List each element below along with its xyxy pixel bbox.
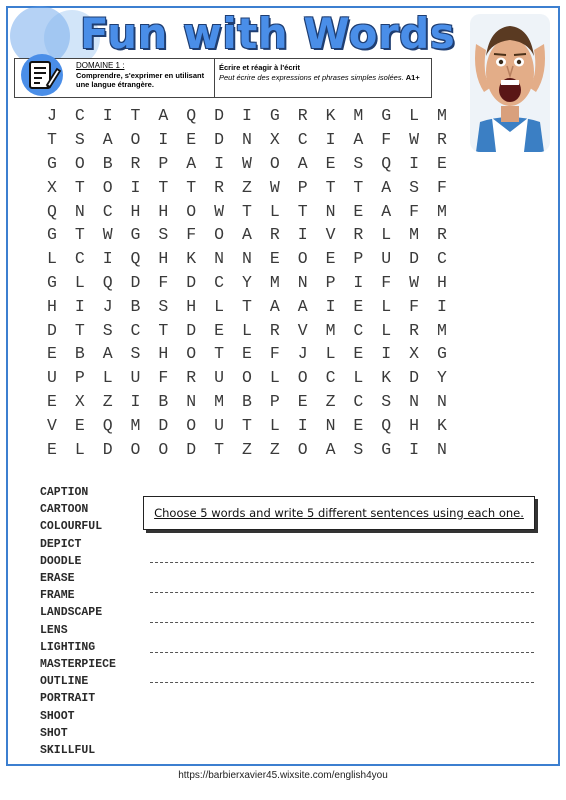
grid-letter: N bbox=[409, 391, 420, 411]
grid-letter: T bbox=[130, 106, 141, 126]
grid-letter: R bbox=[269, 320, 280, 340]
grid-letter: A bbox=[158, 106, 169, 126]
grid-letter: T bbox=[241, 415, 252, 435]
grid-row bbox=[38, 342, 456, 366]
grid-letter: T bbox=[74, 320, 85, 340]
grid-letter: N bbox=[325, 415, 336, 435]
grid-letter: F bbox=[409, 201, 420, 221]
grid-letter: V bbox=[46, 415, 57, 435]
grid-letter: T bbox=[241, 201, 252, 221]
word-list-item: DEPICT bbox=[40, 537, 82, 551]
grid-letter: I bbox=[214, 153, 225, 173]
grid-letter: T bbox=[353, 177, 364, 197]
grid-letter: C bbox=[102, 201, 113, 221]
grid-letter: H bbox=[158, 249, 169, 269]
grid-letter: O bbox=[186, 201, 197, 221]
grid-letter: R bbox=[437, 130, 447, 150]
grid-letter: X bbox=[74, 391, 85, 411]
skill-level: A1+ bbox=[405, 73, 420, 82]
grid-letter: F bbox=[158, 272, 169, 292]
grid-letter: D bbox=[158, 415, 169, 435]
grid-letter: I bbox=[325, 296, 336, 316]
grid-letter: E bbox=[353, 296, 364, 316]
grid-letter: I bbox=[353, 272, 364, 292]
grid-letter: E bbox=[74, 415, 85, 435]
grid-letter: E bbox=[214, 320, 225, 340]
notebook-pencil-icon bbox=[17, 53, 67, 97]
grid-letter: S bbox=[353, 439, 364, 459]
word-list-item: FRAME bbox=[40, 589, 75, 603]
grid-letter: O bbox=[102, 177, 113, 197]
grid-letter: Z bbox=[241, 177, 252, 197]
grid-letter: O bbox=[297, 249, 308, 269]
grid-row bbox=[38, 413, 456, 437]
grid-letter: B bbox=[241, 391, 252, 411]
grid-letter: N bbox=[241, 249, 252, 269]
grid-letter: P bbox=[74, 368, 85, 388]
instruction-box bbox=[143, 496, 535, 530]
writing-line bbox=[150, 592, 534, 593]
grid-letter: L bbox=[269, 201, 280, 221]
grid-letter: T bbox=[46, 130, 57, 150]
grid-letter: M bbox=[325, 320, 336, 340]
grid-letter: L bbox=[74, 439, 85, 459]
grid-letter: P bbox=[269, 391, 280, 411]
grid-letter: Q bbox=[381, 415, 392, 435]
grid-letter: N bbox=[437, 439, 447, 459]
grid-letter: E bbox=[437, 153, 447, 173]
grid-letter: L bbox=[269, 368, 280, 388]
grid-row bbox=[38, 437, 456, 461]
grid-letter: A bbox=[325, 439, 336, 459]
grid-letter: M bbox=[214, 391, 225, 411]
grid-letter: D bbox=[186, 439, 197, 459]
grid-row bbox=[38, 366, 456, 390]
grid-letter: D bbox=[214, 106, 225, 126]
grid-letter: A bbox=[297, 153, 308, 173]
word-list-item: SHOT bbox=[40, 726, 68, 740]
grid-letter: A bbox=[269, 296, 280, 316]
grid-letter: K bbox=[381, 368, 392, 388]
grid-letter: Q bbox=[186, 106, 197, 126]
grid-letter: E bbox=[269, 249, 280, 269]
word-list-item: DOODLE bbox=[40, 554, 82, 568]
grid-row bbox=[38, 294, 456, 318]
word-list-item: LIGHTING bbox=[40, 640, 96, 654]
grid-letter: I bbox=[409, 439, 420, 459]
grid-letter: G bbox=[46, 225, 57, 245]
grid-row bbox=[38, 175, 456, 199]
curriculum-header bbox=[14, 58, 432, 98]
grid-letter: T bbox=[325, 177, 336, 197]
grid-letter: W bbox=[102, 225, 113, 245]
grid-letter: A bbox=[102, 130, 113, 150]
grid-letter: T bbox=[158, 177, 169, 197]
grid-letter: Z bbox=[269, 439, 280, 459]
grid-letter: O bbox=[130, 439, 141, 459]
grid-letter: G bbox=[381, 106, 392, 126]
grid-row bbox=[38, 104, 456, 128]
skill-section bbox=[219, 63, 431, 97]
grid-letter: N bbox=[74, 201, 85, 221]
grid-letter: R bbox=[353, 225, 364, 245]
word-list bbox=[40, 484, 150, 759]
grid-letter: E bbox=[46, 391, 57, 411]
grid-letter: E bbox=[46, 439, 57, 459]
grid-letter: C bbox=[214, 272, 225, 292]
grid-letter: I bbox=[158, 130, 169, 150]
grid-letter: B bbox=[130, 296, 141, 316]
grid-letter: C bbox=[297, 130, 308, 150]
grid-letter: L bbox=[241, 320, 252, 340]
grid-letter: R bbox=[214, 177, 225, 197]
grid-letter: I bbox=[102, 106, 113, 126]
grid-letter: H bbox=[158, 344, 169, 364]
grid-letter: C bbox=[353, 320, 364, 340]
grid-letter: L bbox=[381, 320, 392, 340]
grid-letter: H bbox=[186, 296, 197, 316]
grid-letter: E bbox=[353, 415, 364, 435]
grid-letter: X bbox=[46, 177, 57, 197]
word-list-item: PORTRAIT bbox=[40, 692, 96, 706]
grid-letter: A bbox=[297, 296, 308, 316]
grid-row bbox=[38, 271, 456, 295]
instruction-text: Choose 5 words and write 5 different sentences using each one. bbox=[154, 506, 524, 520]
grid-letter: I bbox=[297, 415, 308, 435]
grid-letter: C bbox=[437, 249, 447, 269]
grid-letter: Y bbox=[241, 272, 252, 292]
grid-letter: L bbox=[325, 344, 336, 364]
grid-letter: R bbox=[186, 368, 197, 388]
grid-letter: B bbox=[74, 344, 85, 364]
grid-letter: H bbox=[158, 201, 169, 221]
grid-letter: S bbox=[130, 344, 141, 364]
grid-letter: E bbox=[297, 391, 308, 411]
grid-letter: S bbox=[353, 153, 364, 173]
grid-letter: J bbox=[102, 296, 113, 316]
grid-row bbox=[38, 247, 456, 271]
grid-letter: C bbox=[74, 106, 85, 126]
grid-letter: J bbox=[46, 106, 57, 126]
grid-letter: L bbox=[381, 225, 392, 245]
grid-letter: T bbox=[74, 225, 85, 245]
grid-letter: R bbox=[437, 225, 447, 245]
grid-letter: X bbox=[269, 130, 280, 150]
grid-letter: N bbox=[186, 391, 197, 411]
domain-description: Comprendre, s'exprimer en utilisant une langue étrangère. bbox=[76, 71, 205, 89]
word-list-item: CAPTION bbox=[40, 486, 89, 499]
grid-letter: O bbox=[214, 225, 225, 245]
grid-letter: I bbox=[130, 177, 141, 197]
grid-letter: I bbox=[241, 106, 252, 126]
grid-letter: F bbox=[409, 296, 420, 316]
grid-letter: A bbox=[186, 153, 197, 173]
grid-letter: E bbox=[46, 344, 57, 364]
grid-letter: I bbox=[74, 296, 85, 316]
word-list-item: LANDSCAPE bbox=[40, 606, 103, 620]
grid-letter: I bbox=[297, 225, 308, 245]
grid-letter: D bbox=[409, 249, 420, 269]
grid-letter: L bbox=[381, 296, 392, 316]
grid-letter: D bbox=[102, 439, 113, 459]
grid-letter: J bbox=[297, 344, 308, 364]
grid-row bbox=[38, 390, 456, 414]
grid-letter: O bbox=[186, 344, 197, 364]
grid-letter: S bbox=[74, 130, 85, 150]
grid-letter: Q bbox=[102, 415, 113, 435]
grid-letter: D bbox=[214, 130, 225, 150]
grid-letter: M bbox=[269, 272, 280, 292]
grid-letter: T bbox=[74, 177, 85, 197]
grid-letter: P bbox=[353, 249, 364, 269]
grid-letter: W bbox=[241, 153, 252, 173]
grid-letter: W bbox=[409, 130, 420, 150]
word-list-item: MASTERPIECE bbox=[40, 658, 116, 672]
grid-letter: E bbox=[186, 130, 197, 150]
grid-letter: P bbox=[297, 177, 308, 197]
grid-letter: N bbox=[325, 201, 336, 221]
grid-letter: V bbox=[297, 320, 308, 340]
grid-letter: G bbox=[46, 153, 57, 173]
grid-letter: F bbox=[158, 368, 169, 388]
grid-letter: A bbox=[241, 225, 252, 245]
grid-letter: G bbox=[381, 439, 392, 459]
grid-letter: D bbox=[46, 320, 57, 340]
grid-letter: Z bbox=[325, 391, 336, 411]
grid-letter: T bbox=[214, 439, 225, 459]
grid-letter: V bbox=[325, 225, 336, 245]
grid-letter: M bbox=[409, 225, 420, 245]
grid-letter: I bbox=[409, 153, 420, 173]
grid-letter: S bbox=[158, 296, 169, 316]
writing-line bbox=[150, 562, 534, 563]
grid-letter: Q bbox=[46, 201, 57, 221]
screaming-man-photo bbox=[470, 14, 550, 152]
word-search-grid bbox=[38, 104, 456, 462]
word-list-item: SKILLFUL bbox=[40, 744, 96, 758]
grid-letter: G bbox=[437, 344, 447, 364]
grid-letter: G bbox=[269, 106, 280, 126]
writing-line bbox=[150, 622, 534, 623]
grid-letter: O bbox=[186, 415, 197, 435]
grid-letter: C bbox=[74, 249, 85, 269]
grid-letter: O bbox=[297, 368, 308, 388]
word-list-item: SHOOT bbox=[40, 709, 75, 723]
grid-letter: D bbox=[130, 272, 141, 292]
grid-letter: R bbox=[297, 106, 308, 126]
grid-letter: O bbox=[297, 439, 308, 459]
grid-letter: K bbox=[186, 249, 197, 269]
grid-letter: G bbox=[46, 272, 57, 292]
grid-letter: F bbox=[269, 344, 280, 364]
grid-letter: I bbox=[325, 130, 336, 150]
grid-letter: U bbox=[46, 368, 57, 388]
grid-letter: O bbox=[158, 439, 169, 459]
grid-letter: Q bbox=[102, 272, 113, 292]
grid-letter: T bbox=[297, 201, 308, 221]
grid-letter: U bbox=[381, 249, 392, 269]
footer-url: https://barbierxavier45.wixsite.com/english4you bbox=[178, 770, 388, 781]
page-title: Fun with Words bbox=[80, 9, 456, 58]
grid-letter: L bbox=[102, 368, 113, 388]
grid-letter: N bbox=[241, 130, 252, 150]
grid-letter: K bbox=[437, 415, 447, 435]
grid-letter: Y bbox=[437, 368, 447, 388]
skill-title: Écrire et réagir à l'écrit bbox=[219, 63, 300, 72]
grid-letter: Q bbox=[381, 153, 392, 173]
grid-letter: W bbox=[269, 177, 280, 197]
grid-letter: E bbox=[325, 249, 336, 269]
grid-letter: I bbox=[437, 296, 447, 316]
grid-letter: B bbox=[158, 391, 169, 411]
grid-letter: E bbox=[353, 201, 364, 221]
grid-letter: H bbox=[46, 296, 57, 316]
grid-letter: Q bbox=[130, 249, 141, 269]
grid-row bbox=[38, 199, 456, 223]
grid-letter: U bbox=[214, 415, 225, 435]
grid-letter: L bbox=[214, 296, 225, 316]
grid-letter: R bbox=[269, 225, 280, 245]
grid-letter: L bbox=[46, 249, 57, 269]
grid-letter: M bbox=[437, 106, 447, 126]
grid-letter: H bbox=[130, 201, 141, 221]
grid-letter: S bbox=[158, 225, 169, 245]
grid-letter: U bbox=[214, 368, 225, 388]
grid-row bbox=[38, 152, 456, 176]
word-list-item: ERASE bbox=[40, 572, 75, 586]
grid-letter: Z bbox=[102, 391, 113, 411]
grid-letter: H bbox=[409, 415, 420, 435]
grid-letter: P bbox=[158, 153, 169, 173]
grid-letter: P bbox=[325, 272, 336, 292]
grid-letter: A bbox=[381, 201, 392, 221]
writing-line bbox=[150, 682, 534, 683]
grid-letter: N bbox=[297, 272, 308, 292]
grid-letter: L bbox=[409, 106, 420, 126]
grid-letter: F bbox=[437, 177, 447, 197]
grid-letter: I bbox=[381, 344, 392, 364]
grid-letter: M bbox=[130, 415, 141, 435]
domain-section bbox=[73, 59, 215, 97]
grid-letter: W bbox=[409, 272, 420, 292]
grid-letter: C bbox=[325, 368, 336, 388]
grid-letter: S bbox=[381, 391, 392, 411]
grid-letter: T bbox=[241, 296, 252, 316]
grid-letter: O bbox=[74, 153, 85, 173]
grid-letter: F bbox=[381, 130, 392, 150]
grid-letter: D bbox=[186, 320, 197, 340]
grid-letter: L bbox=[353, 368, 364, 388]
grid-letter: G bbox=[130, 225, 141, 245]
grid-letter: O bbox=[130, 130, 141, 150]
word-list-item: OUTLINE bbox=[40, 675, 89, 689]
word-list-item: COLOURFUL bbox=[40, 520, 103, 534]
grid-letter: L bbox=[269, 415, 280, 435]
grid-letter: F bbox=[186, 225, 197, 245]
domain-title: DOMAINE 1 : bbox=[76, 61, 125, 70]
grid-letter: S bbox=[409, 177, 420, 197]
grid-letter: M bbox=[437, 320, 447, 340]
grid-letter: A bbox=[102, 344, 113, 364]
grid-letter: I bbox=[130, 391, 141, 411]
grid-row bbox=[38, 318, 456, 342]
grid-letter: N bbox=[214, 249, 225, 269]
grid-letter: O bbox=[241, 368, 252, 388]
grid-letter: K bbox=[325, 106, 336, 126]
grid-letter: X bbox=[409, 344, 420, 364]
grid-letter: T bbox=[214, 344, 225, 364]
grid-row bbox=[38, 223, 456, 247]
grid-row bbox=[38, 128, 456, 152]
grid-letter: S bbox=[102, 320, 113, 340]
grid-letter: Z bbox=[241, 439, 252, 459]
grid-letter: A bbox=[381, 177, 392, 197]
grid-letter: F bbox=[381, 272, 392, 292]
grid-letter: D bbox=[409, 368, 420, 388]
grid-letter: U bbox=[130, 368, 141, 388]
grid-letter: N bbox=[437, 391, 447, 411]
grid-letter: M bbox=[353, 106, 364, 126]
grid-letter: D bbox=[186, 272, 197, 292]
grid-letter: A bbox=[353, 130, 364, 150]
writing-line bbox=[150, 652, 534, 653]
grid-letter: R bbox=[130, 153, 141, 173]
grid-letter: T bbox=[158, 320, 169, 340]
grid-letter: C bbox=[130, 320, 141, 340]
grid-letter: E bbox=[325, 153, 336, 173]
grid-letter: O bbox=[269, 153, 280, 173]
grid-letter: C bbox=[353, 391, 364, 411]
skill-description-text: Peut écrire des expressions et phrases simples isolées. bbox=[219, 73, 404, 82]
grid-letter: H bbox=[437, 272, 447, 292]
word-list-item: CARTOON bbox=[40, 503, 89, 517]
grid-letter: W bbox=[214, 201, 225, 221]
grid-letter: M bbox=[437, 201, 447, 221]
grid-letter: I bbox=[102, 249, 113, 269]
grid-letter: E bbox=[241, 344, 252, 364]
word-list-item: LENS bbox=[40, 623, 68, 637]
grid-letter: E bbox=[353, 344, 364, 364]
grid-letter: R bbox=[409, 320, 420, 340]
skill-description bbox=[219, 73, 431, 83]
grid-letter: L bbox=[74, 272, 85, 292]
grid-letter: B bbox=[102, 153, 113, 173]
grid-letter: T bbox=[186, 177, 197, 197]
